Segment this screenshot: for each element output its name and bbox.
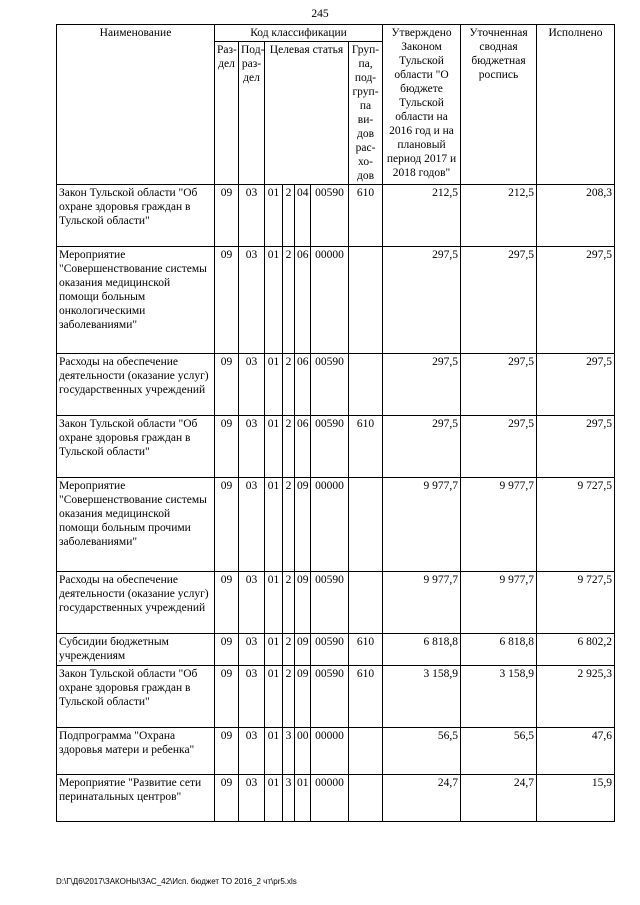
- row-target-direction: 00590: [311, 572, 349, 634]
- row-expense-group: 610: [349, 634, 383, 666]
- row-target-measure: 09: [295, 478, 311, 572]
- row-subsection: 03: [239, 478, 265, 572]
- row-approved: 24,7: [383, 775, 461, 822]
- budget-table: [56, 24, 615, 822]
- row-executed: 208,3: [537, 185, 615, 247]
- row-target-program: 01: [265, 247, 283, 354]
- row-name: Закон Тульской области "Об охране здоровья граждан в Тульской области": [57, 185, 215, 247]
- row-subsection: 03: [239, 185, 265, 247]
- column-header-name: Наименование: [57, 25, 215, 185]
- row-executed: 15,9: [537, 775, 615, 822]
- row-approved: 212,5: [383, 185, 461, 247]
- row-target-program: 01: [265, 185, 283, 247]
- row-target-direction: 00590: [311, 634, 349, 666]
- row-expense-group: [349, 478, 383, 572]
- row-executed: 9 727,5: [537, 572, 615, 634]
- row-expense-group: 610: [349, 185, 383, 247]
- row-expense-group: [349, 247, 383, 354]
- row-approved: 3 158,9: [383, 666, 461, 728]
- row-name: Мероприятие "Совершенствование системы оказания медицинской помощи больным онкологическими заболеваниями": [57, 247, 215, 354]
- row-name: Закон Тульской области "Об охране здоровья граждан в Тульской области": [57, 416, 215, 478]
- row-executed: 297,5: [537, 416, 615, 478]
- table-row: [57, 416, 615, 478]
- table-row: [57, 478, 615, 572]
- row-expense-group: [349, 728, 383, 775]
- row-revised: 56,5: [461, 728, 537, 775]
- row-section: 09: [215, 185, 239, 247]
- row-executed: 2 925,3: [537, 666, 615, 728]
- row-section: 09: [215, 728, 239, 775]
- row-section: 09: [215, 572, 239, 634]
- row-name: Подпрограмма "Охрана здоровья матери и ребенка": [57, 728, 215, 775]
- row-revised: 297,5: [461, 247, 537, 354]
- table-row: [57, 775, 615, 822]
- row-target-measure: 06: [295, 354, 311, 416]
- table-row: [57, 666, 615, 728]
- row-subsection: 03: [239, 666, 265, 728]
- row-target-program: 01: [265, 416, 283, 478]
- row-executed: 297,5: [537, 247, 615, 354]
- row-subsection: 03: [239, 354, 265, 416]
- row-revised: 24,7: [461, 775, 537, 822]
- row-expense-group: [349, 775, 383, 822]
- row-target-direction: 00590: [311, 185, 349, 247]
- row-target-subprogram: 2: [283, 478, 295, 572]
- row-target-subprogram: 2: [283, 634, 295, 666]
- row-target-direction: 00590: [311, 354, 349, 416]
- row-approved: 56,5: [383, 728, 461, 775]
- column-header-section: Раз-дел: [215, 42, 239, 185]
- row-subsection: 03: [239, 572, 265, 634]
- column-header-approved: Утверждено Законом Тульской области "О бюджете Тульской области на 2016 год и на плановый период 2017 и 2018 годов": [383, 25, 461, 185]
- row-target-program: 01: [265, 354, 283, 416]
- row-revised: 9 977,7: [461, 572, 537, 634]
- row-target-subprogram: 3: [283, 728, 295, 775]
- row-subsection: 03: [239, 247, 265, 354]
- table-row: [57, 728, 615, 775]
- row-target-measure: 00: [295, 728, 311, 775]
- row-name: Расходы на обеспечение деятельности (оказание услуг) государственных учреждений: [57, 572, 215, 634]
- row-target-program: 01: [265, 666, 283, 728]
- row-target-subprogram: 2: [283, 185, 295, 247]
- column-header-classification-code: Код классификации: [215, 25, 383, 42]
- row-approved: 297,5: [383, 354, 461, 416]
- row-target-measure: 06: [295, 416, 311, 478]
- table-row: [57, 185, 615, 247]
- row-target-program: 01: [265, 478, 283, 572]
- row-name: Субсидии бюджетным учреждениям: [57, 634, 215, 666]
- row-target-direction: 00000: [311, 775, 349, 822]
- row-revised: 212,5: [461, 185, 537, 247]
- row-expense-group: [349, 572, 383, 634]
- row-subsection: 03: [239, 416, 265, 478]
- row-subsection: 03: [239, 634, 265, 666]
- row-target-direction: 00590: [311, 416, 349, 478]
- row-target-subprogram: 3: [283, 775, 295, 822]
- row-target-measure: 09: [295, 666, 311, 728]
- row-target-subprogram: 2: [283, 416, 295, 478]
- row-name: Мероприятие "Совершенствование системы оказания медицинской помощи больным прочими заболеваниями": [57, 478, 215, 572]
- row-expense-group: 610: [349, 666, 383, 728]
- row-target-program: 01: [265, 728, 283, 775]
- row-target-subprogram: 2: [283, 354, 295, 416]
- row-section: 09: [215, 247, 239, 354]
- row-name: Мероприятие "Развитие сети перинатальных центров": [57, 775, 215, 822]
- column-header-revised: Уточненная сводная бюджетная роспись: [461, 25, 537, 185]
- row-name: Закон Тульской области "Об охране здоровья граждан в Тульской области": [57, 666, 215, 728]
- row-target-direction: 00000: [311, 247, 349, 354]
- row-executed: 6 802,2: [537, 634, 615, 666]
- row-section: 09: [215, 666, 239, 728]
- row-target-program: 01: [265, 775, 283, 822]
- table-row: [57, 247, 615, 354]
- row-target-measure: 01: [295, 775, 311, 822]
- row-approved: 9 977,7: [383, 572, 461, 634]
- page-number: 245: [311, 8, 329, 20]
- column-header-target-article: Целевая статья: [265, 42, 349, 185]
- row-name: Расходы на обеспечение деятельности (оказание услуг) государственных учреждений: [57, 354, 215, 416]
- row-revised: 297,5: [461, 354, 537, 416]
- row-target-subprogram: 2: [283, 247, 295, 354]
- row-target-measure: 09: [295, 634, 311, 666]
- row-revised: 3 158,9: [461, 666, 537, 728]
- row-target-subprogram: 2: [283, 572, 295, 634]
- row-executed: 297,5: [537, 354, 615, 416]
- row-revised: 297,5: [461, 416, 537, 478]
- row-target-direction: 00590: [311, 666, 349, 728]
- row-section: 09: [215, 354, 239, 416]
- row-target-program: 01: [265, 572, 283, 634]
- row-target-direction: 00000: [311, 478, 349, 572]
- row-target-subprogram: 2: [283, 666, 295, 728]
- row-subsection: 03: [239, 728, 265, 775]
- row-revised: 9 977,7: [461, 478, 537, 572]
- row-expense-group: [349, 354, 383, 416]
- table-row: [57, 354, 615, 416]
- row-target-program: 01: [265, 634, 283, 666]
- table-row: [57, 572, 615, 634]
- row-section: 09: [215, 634, 239, 666]
- header-row-top: [57, 25, 615, 42]
- row-target-measure: 09: [295, 572, 311, 634]
- row-approved: 9 977,7: [383, 478, 461, 572]
- row-subsection: 03: [239, 775, 265, 822]
- row-section: 09: [215, 775, 239, 822]
- table-row: [57, 634, 615, 666]
- row-approved: 297,5: [383, 247, 461, 354]
- row-executed: 47,6: [537, 728, 615, 775]
- row-revised: 6 818,8: [461, 634, 537, 666]
- column-header-subsection: Под-раз-дел: [239, 42, 265, 185]
- row-section: 09: [215, 478, 239, 572]
- row-target-direction: 00000: [311, 728, 349, 775]
- row-approved: 297,5: [383, 416, 461, 478]
- row-expense-group: 610: [349, 416, 383, 478]
- column-header-expense-group: Груп-па, под-груп-па ви-дов рас-хо-дов: [349, 42, 383, 185]
- column-header-executed: Исполнено: [537, 25, 615, 185]
- row-target-measure: 04: [295, 185, 311, 247]
- row-approved: 6 818,8: [383, 634, 461, 666]
- row-section: 09: [215, 416, 239, 478]
- row-executed: 9 727,5: [537, 478, 615, 572]
- file-path-footer: D:\Г\Д6\2017\ЗАКОНЫ\ЗАС_42\Исп. бюджет ТО 2016_2 чт\pr5.xls: [56, 877, 297, 886]
- row-target-measure: 06: [295, 247, 311, 354]
